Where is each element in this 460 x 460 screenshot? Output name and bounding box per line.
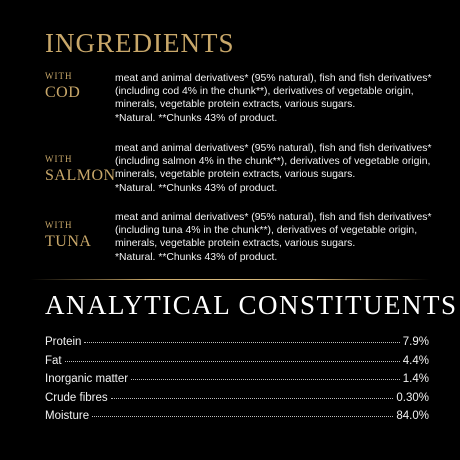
dot-leader — [131, 379, 400, 380]
constituent-label: Crude fibres — [45, 391, 108, 404]
dot-leader — [111, 398, 394, 399]
constituent-row — [45, 336, 429, 355]
constituent-value: 0.30% — [396, 391, 429, 404]
constituent-value: 1.4% — [402, 373, 429, 385]
with-label: WITH — [45, 154, 73, 164]
analytical-constituents-title: ANALYTICAL CONSTITUENTS — [45, 290, 458, 320]
ingredient-footnote: *Natural. **Chunks 43% of product. — [115, 112, 278, 124]
dot-leader — [65, 361, 400, 362]
constituent-label: Fat — [45, 354, 62, 367]
flavor-name: TUNA — [45, 233, 92, 250]
constituent-label: Moisture — [45, 410, 90, 422]
flavor-label — [45, 155, 115, 184]
with-label: WITH — [45, 220, 73, 230]
constituent-value: 7.9% — [402, 336, 429, 348]
constituent-row — [45, 355, 429, 374]
dot-leader — [92, 416, 393, 417]
constituent-row — [45, 373, 429, 392]
constituent-label: Protein — [45, 336, 82, 348]
flavor-label — [45, 221, 115, 250]
ingredient-text — [115, 142, 445, 195]
ingredient-description: meat and animal derivatives* (95% natural), fish and fish derivatives* (including salmon 4% in the chunk**), derivatives of vegetable origin, minerals, vegetable protein extracts, various sugars. — [115, 143, 432, 181]
flavor-label — [45, 72, 115, 101]
ingredients-title: INGREDIENTS — [45, 28, 235, 58]
ingredient-text — [115, 72, 445, 125]
constituents-list — [45, 336, 429, 429]
ingredient-description: meat and animal derivatives* (95% natural), fish and fish derivatives* (including tuna 4% in the chunk**), derivatives of vegetable origin, minerals, vegetable protein extracts, various sugars. — [115, 212, 432, 250]
ingredient-description: meat and animal derivatives* (95% natural), fish and fish derivatives* (including cod 4% in the chunk**), derivatives of vegetable origin, minerals, vegetable protein extracts, various sugars. — [115, 73, 432, 111]
constituent-label: Inorganic matter — [45, 373, 129, 385]
ingredient-text — [115, 211, 445, 264]
constituent-row — [45, 410, 429, 429]
ingredient-footnote: *Natural. **Chunks 43% of product. — [115, 251, 278, 263]
constituent-value: 4.4% — [402, 354, 429, 367]
dot-leader — [84, 342, 399, 343]
ingredient-footnote: *Natural. **Chunks 43% of product. — [115, 182, 278, 194]
with-label: WITH — [45, 71, 73, 81]
constituent-row — [45, 392, 429, 411]
flavor-name: COD — [45, 84, 81, 101]
flavor-name: SALMON — [45, 167, 116, 184]
section-divider — [30, 279, 430, 280]
constituent-value: 84.0% — [396, 410, 429, 422]
